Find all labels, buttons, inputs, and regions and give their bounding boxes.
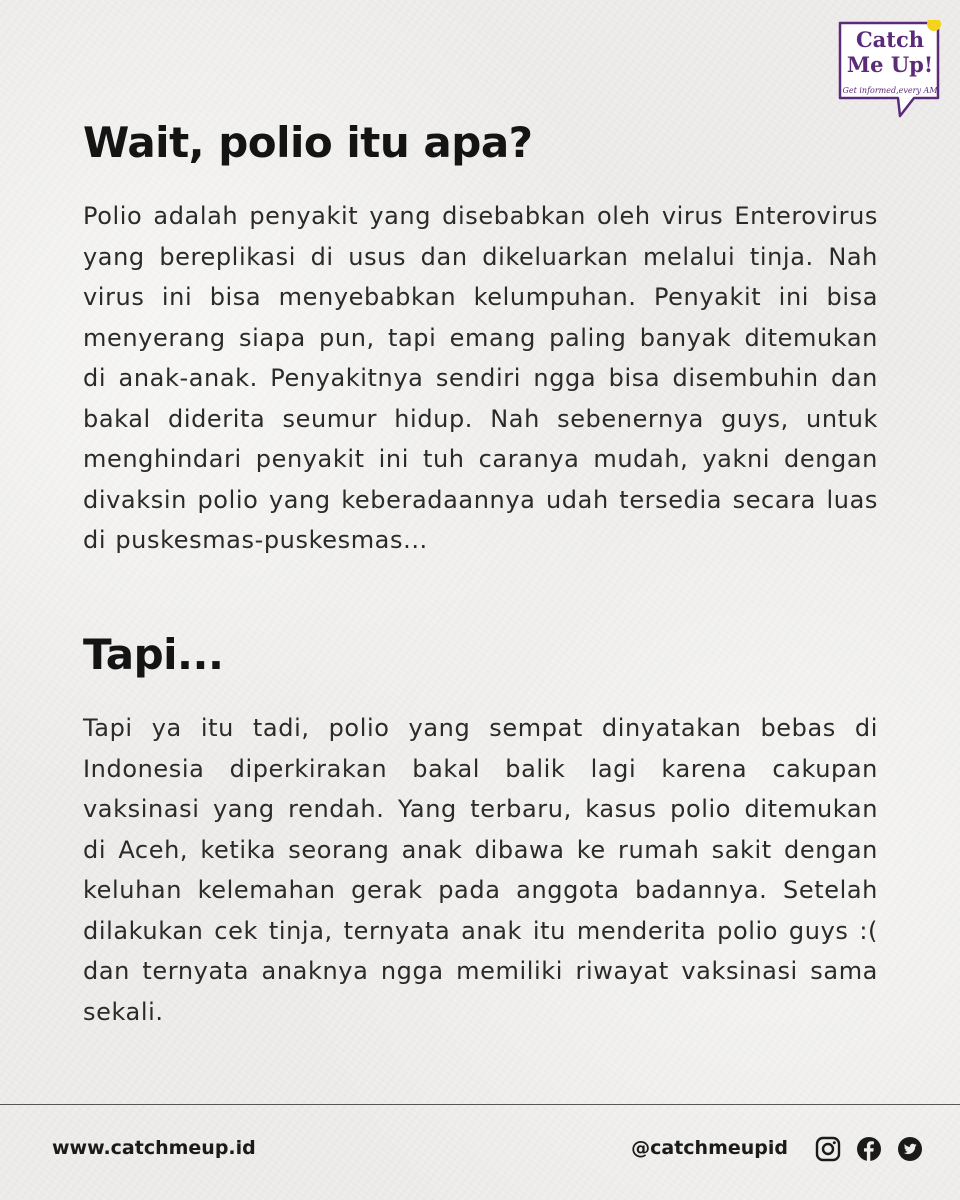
social-handle[interactable]: @catchmeupid <box>631 1137 788 1159</box>
website-link[interactable]: www.catchmeup.id <box>52 1137 256 1159</box>
logo <box>838 20 942 120</box>
instagram-icon[interactable] <box>815 1136 841 1162</box>
footer-divider <box>0 1104 960 1105</box>
section-body-polio: Polio adalah penyakit yang disebabkan oleh virus Enterovirus yang bereplikasi di usus dan dikeluarkan melalui tinja. Nah virus ini bisa menyebabkan kelumpuhan. Penyakit ini bisa menyerang siapa pun, tapi emang paling banyak ditemukan di anak-anak. Penyakitnya sendiri ngga bisa disembuhin dan bakal diderita seumur hidup. Nah sebenernya guys, untuk menghindari penyakit ini tuh caranya mudah, yakni dengan divaksin polio yang keberadaannya udah tersedia secara luas di puskesmas-puskesmas... <box>83 202 878 554</box>
section-title-polio: Wait, polio itu apa? <box>83 118 533 167</box>
logo-text-line1: Catch <box>855 27 925 52</box>
section-title-tapi: Tapi... <box>83 630 224 679</box>
twitter-icon[interactable] <box>897 1136 923 1162</box>
facebook-icon[interactable] <box>856 1136 882 1162</box>
logo-text-line2: Me Up! <box>846 52 934 77</box>
section-body-tapi: Tapi ya itu tadi, polio yang sempat dinyatakan bebas di Indonesia diperkirakan bakal balik lagi karena cakupan vaksinasi yang rendah. Yang terbaru, kasus polio ditemukan di Aceh, ketika seorang anak dibawa ke rumah sakit dengan keluhan kelemahan gerak pada anggota badannya. Setelah dilakukan cek tinja, ternyata anak itu menderita polio guys :( dan ternyata anaknya ngga memiliki riwayat vaksinasi sama sekali. <box>83 714 878 1026</box>
logo-tagline: Get informed,every AM <box>842 86 938 95</box>
